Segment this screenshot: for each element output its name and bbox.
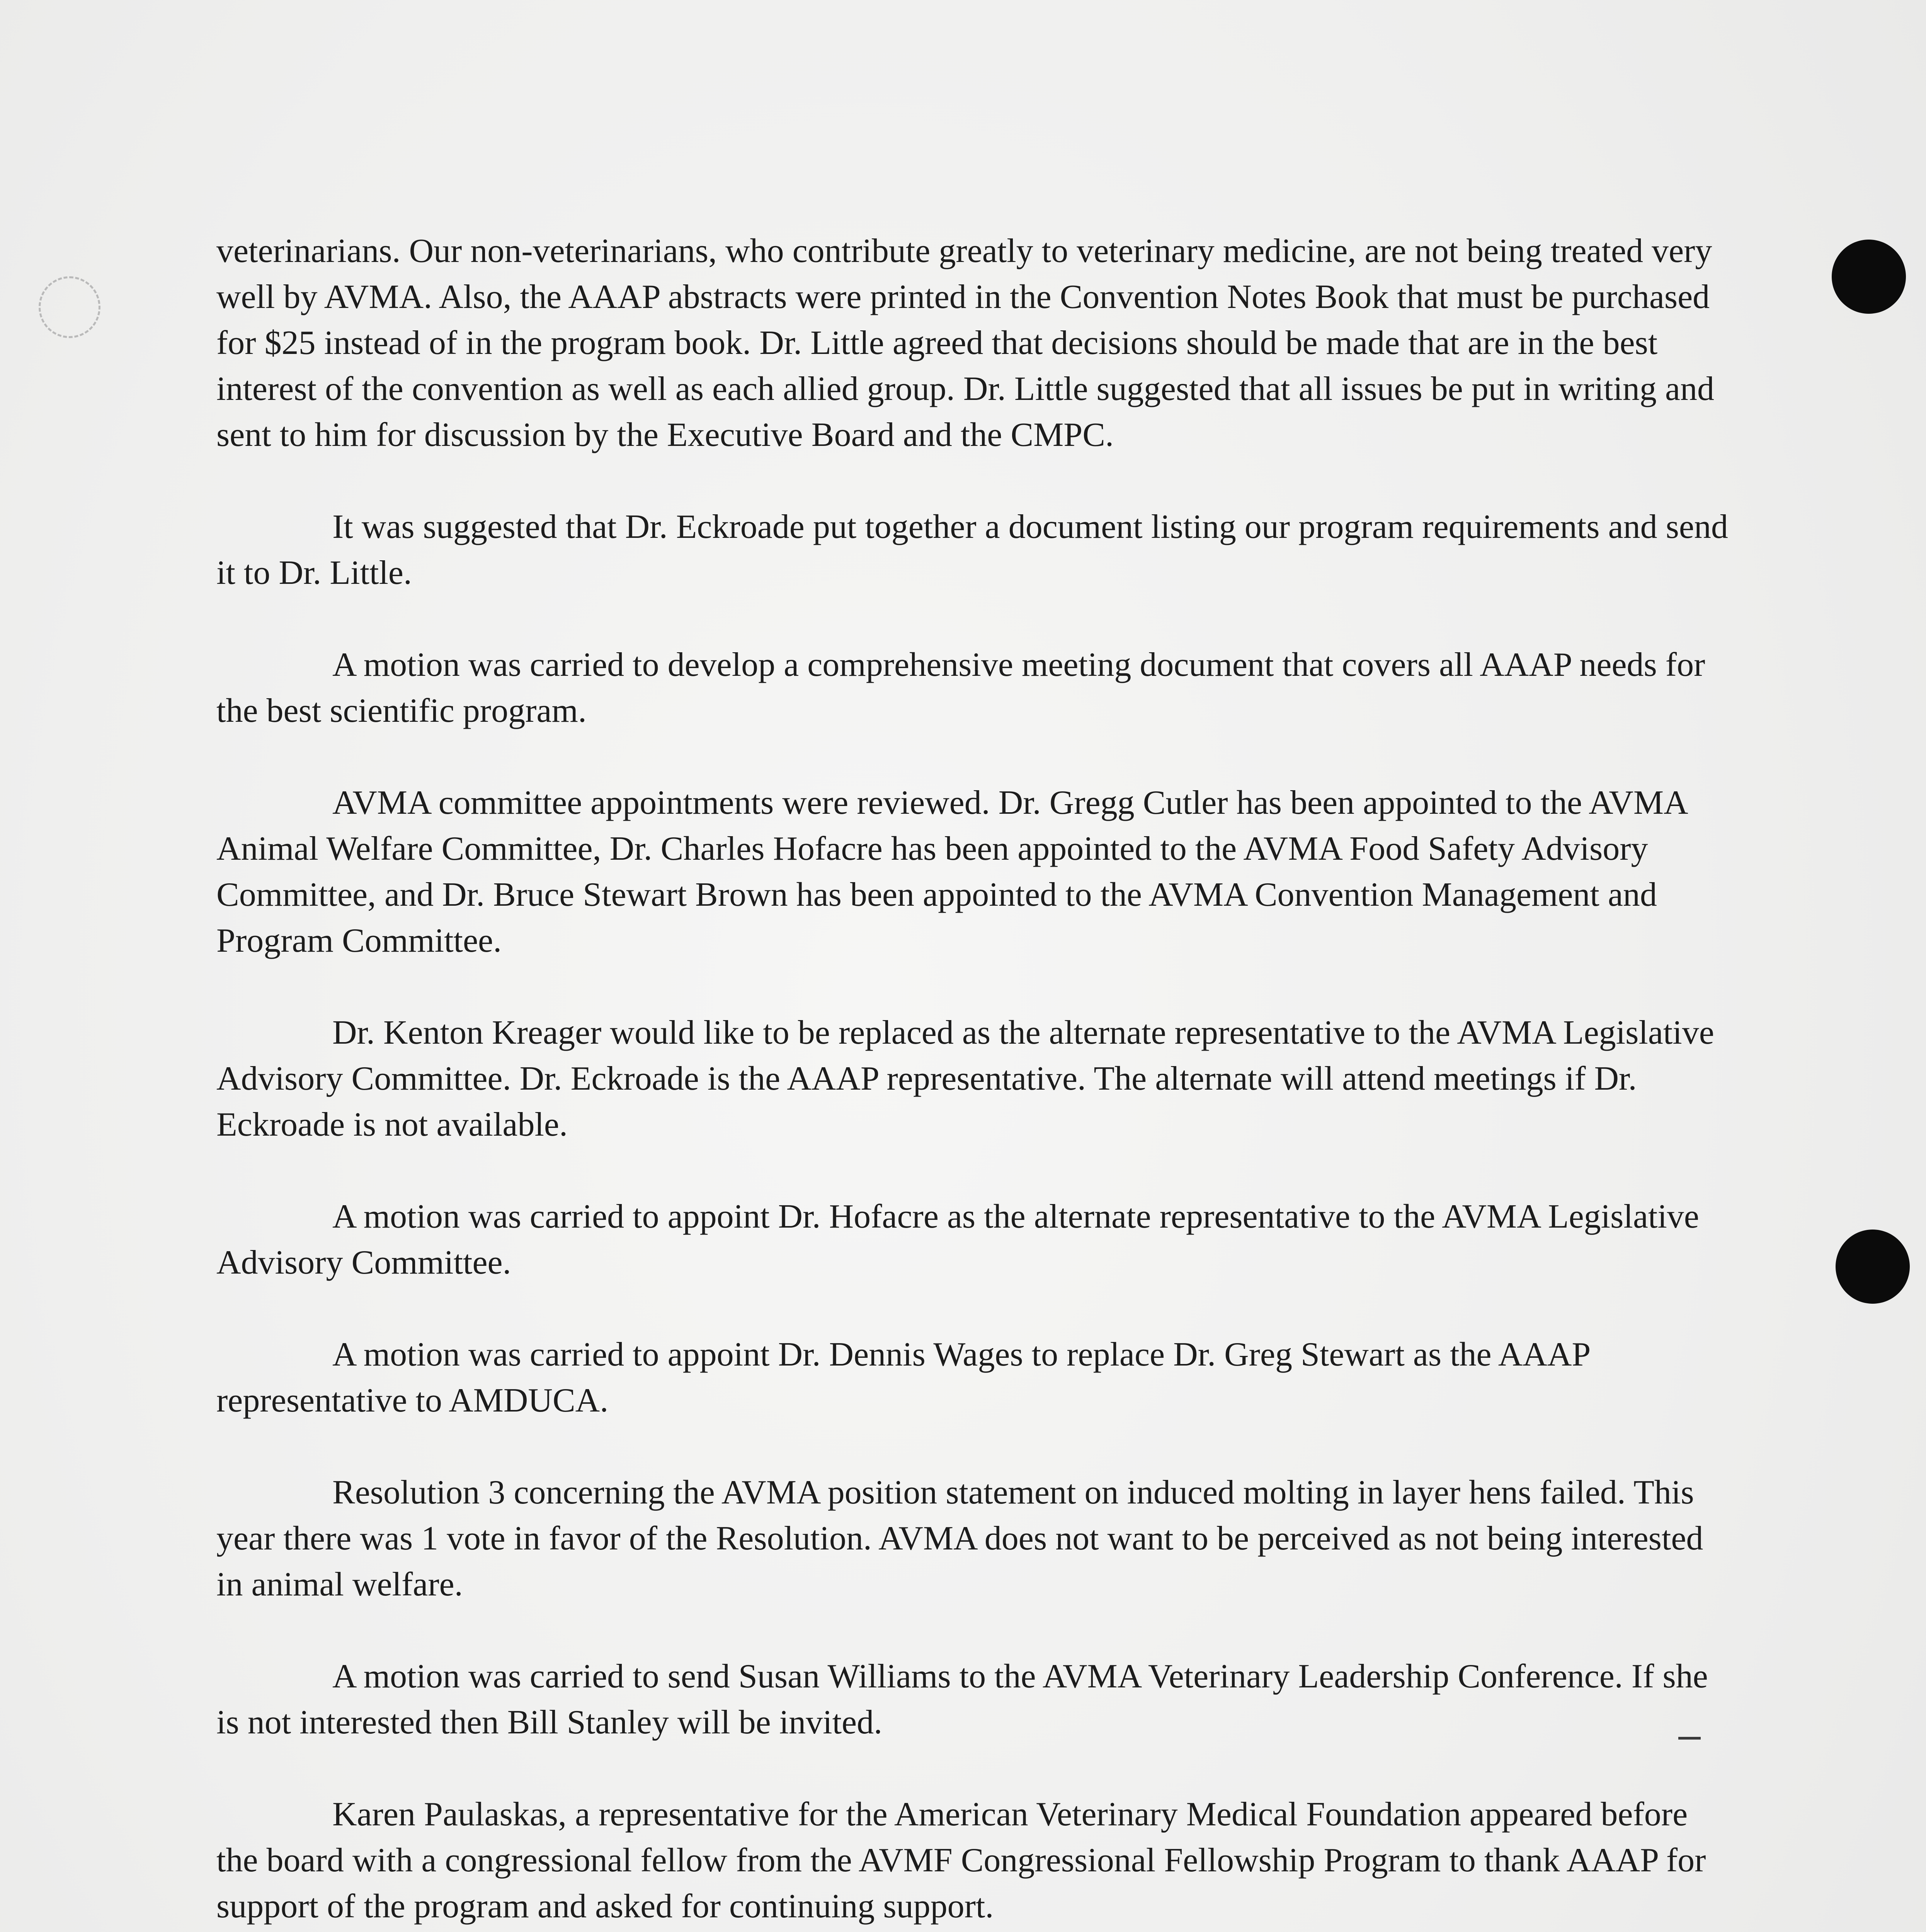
paragraph-hofacre-motion: A motion was carried to appoint Dr. Hofacre as the alternate representative to the AVMA Legislative Advisory Committee. <box>216 1198 1699 1281</box>
minutes-body <box>216 228 1731 1932</box>
paragraph-committee-appointments: AVMA committee appointments were reviewed. Dr. Gregg Cutler has been appointed to the AVMA Animal Welfare Committee, Dr. Charles Hofacre has been appointed to the AVMA Food Safety Advisory Committee, and Dr. Bruce Stewart Brown has been appointed to the AVMA Convention Management and Program Committee. <box>216 784 1686 959</box>
punch-hole-middle <box>1836 1230 1910 1304</box>
paragraph-wages-motion: A motion was carried to appoint Dr. Dennis Wages to replace Dr. Greg Stewart as the AAAP representative to AMDUCA. <box>216 1336 1590 1419</box>
paragraph-resolution-3: Resolution 3 concerning the AVMA position statement on induced molting in layer hens failed. This year there was 1 vote in favor of the Resolution. AVMA does not want to be perceived as not being interested in animal welfare. <box>216 1474 1703 1603</box>
punch-hole-top <box>1832 240 1906 314</box>
paragraph-kreager-replacement: Dr. Kenton Kreager would like to be replaced as the alternate representative to the AVMA Legislative Advisory Committee. Dr. Eckroade is the AAAP representative. The alternate will attend meetings if Dr. Eckroade is not available. <box>216 1014 1714 1143</box>
paragraph-meeting-document-motion: A motion was carried to develop a comprehensive meeting document that covers all AAAP needs for the best scientific program. <box>216 646 1705 730</box>
paragraph-convention-concerns: veterinarians. Our non-veterinarians, who contribute greatly to veterinary medicine, are not being treated very well by AVMA. Also, the AAAP abstracts were printed in the Convention Notes Book that must be purchased for $25 instead of in the program book. Dr. Little agreed that decisions should be made that are in the best interest of the convention as well as each allied group. Dr. Little suggested that all issues be put in writing and sent to him for discussion by the Executive Board and the CMPC. <box>216 232 1714 454</box>
binder-ring-mark <box>39 276 100 338</box>
paragraph-program-requirements: It was suggested that Dr. Eckroade put together a document listing our program requirements and send it to Dr. Little. <box>216 508 1728 592</box>
paragraph-avmf-fellowship: Karen Paulaskas, a representative for the American Veterinary Medical Foundation appeared before the board with a congressional fellow from the AVMF Congressional Fellowship Program to thank AAAP for support of the program and asked for continuing support. <box>216 1796 1706 1925</box>
paragraph-leadership-conference-motion: A motion was carried to send Susan Williams to the AVMA Veterinary Leadership Conference. If she is not interested then Bill Stanley will be invited. <box>216 1658 1708 1741</box>
